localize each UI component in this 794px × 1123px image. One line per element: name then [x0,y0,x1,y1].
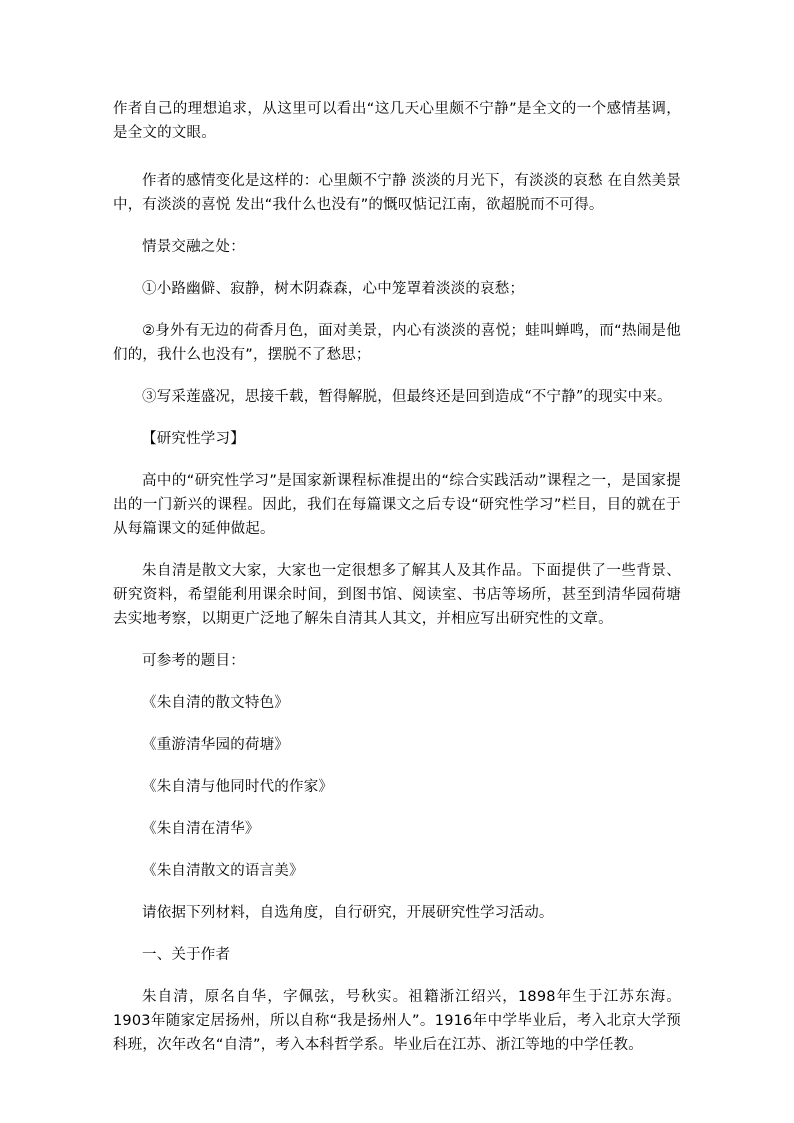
paragraph-theme-summary: 作者自己的理想追求，从这里可以看出“这几天心里颇不宁静”是全文的一个感情基调，是全文的文眼。 [113,101,681,141]
paragraph-point-1: ①小路幽僻、寂静，树木阴森森，心中笼罩着淡淡的哀愁； [142,281,525,297]
list-item-topic-2: 《重游清华园的荷塘》 [142,737,289,753]
section-heading-research-study: 【研究性学习】 [142,431,245,447]
paragraph-research-intro: 高中的“研究性学习”是国家新课程标准提出的“综合实践活动”课程之一，是国家提出的一门新兴的课程。因此，我们在每篇课文之后专设“研究性学习”栏目，目的就在于从每篇课文的延伸做起。 [113,473,681,537]
paragraph-point-2: ②身外有无边的荷香月色，面对美景，内心有淡淡的喜悦；蛙叫蝉鸣，而“热闹是他们的，我什么也没有”，摆脱不了愁思； [113,323,681,363]
paragraph-point-3: ③写采莲盛况，思接千载，暂得解脱，但最终还是回到造成“不宁静”的现实中来。 [142,389,672,405]
paragraph-scene-emotion-heading: 情景交融之处： [142,239,245,255]
list-item-topic-5: 《朱自清散文的语言美》 [142,863,304,879]
paragraph-emotion-change: 作者的感情变化是这样的：心里颇不宁静 淡淡的月光下，有淡淡的哀愁 在自然美景中，有淡淡的喜悦 发出“我什么也没有”的慨叹惦记江南，欲超脱而不可得。 [113,173,681,213]
paragraph-topic-list-heading: 可参考的题目： [142,653,245,669]
list-item-topic-3: 《朱自清与他同时代的作家》 [142,779,334,795]
document-page [113,97,681,1057]
paragraph-activity-instruction: 请依据下列材料，自选角度，自行研究，开展研究性学习活动。 [142,905,554,921]
list-item-topic-4: 《朱自清在清华》 [142,821,260,837]
paragraph-author-bio: 朱自清，原名自华，字佩弦，号秋实。祖籍浙江绍兴，1898年生于江苏东海。1903年随家定居扬州，所以自称“我是扬州人”。1916年中学毕业后，考入北京大学预科班，次年改名“自清”，考入本科哲学系。毕业后在江苏、浙江等地的中学任教。 [113,989,681,1053]
section-heading-about-author: 一、关于作者 [142,947,231,963]
list-item-topic-1: 《朱自清的散文特色》 [142,695,289,711]
paragraph-author-study-guidance: 朱自清是散文大家，大家也一定很想多了解其人及其作品。下面提供了一些背景、研究资料，希望能利用课余时间，到图书馆、阅读室、书店等场所，甚至到清华园荷塘去实地考察，以期更广泛地了解朱自清其人其文，并相应写出研究性的文章。 [113,563,681,627]
